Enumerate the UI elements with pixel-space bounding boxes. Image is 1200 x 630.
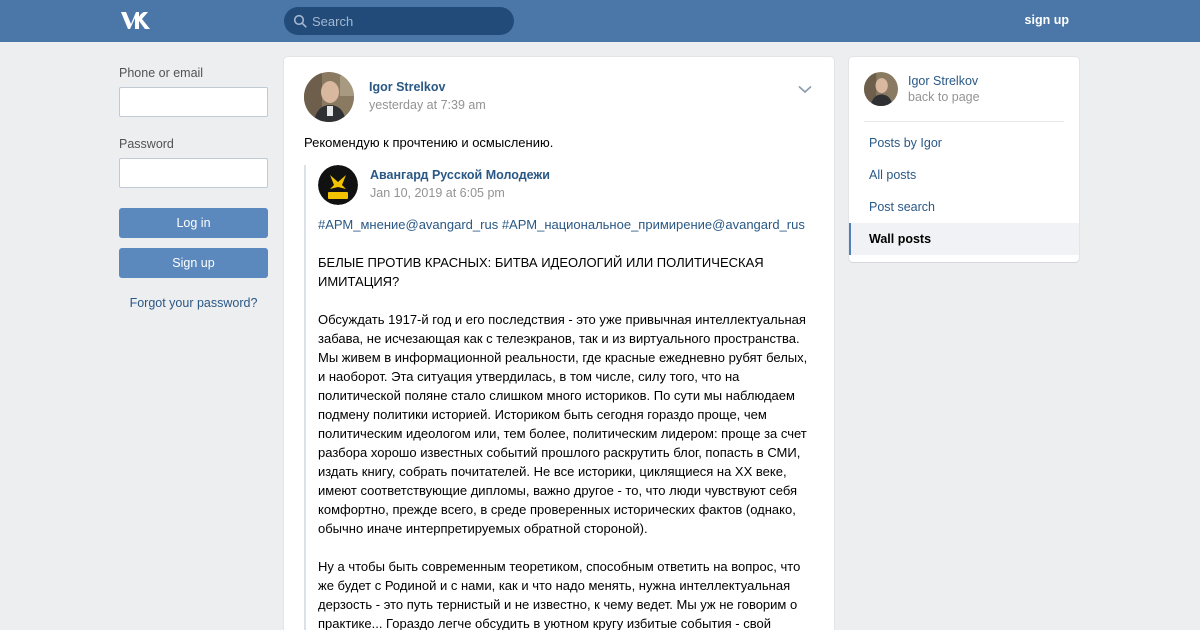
menu-item-all-posts[interactable]: All posts bbox=[869, 168, 917, 182]
top-bar bbox=[0, 0, 1200, 42]
author-avatar[interactable] bbox=[304, 72, 354, 122]
sidebar-name[interactable]: Igor Strelkov bbox=[908, 74, 979, 88]
hashtag-link[interactable]: #АРМ_мнение@avangard_rus bbox=[318, 217, 499, 232]
sidebar-avatar[interactable] bbox=[864, 72, 898, 106]
repost-paragraph: Обсуждать 1917-й год и его последствия - это уже привычная интеллектуальная забава, не исчезающая как с телеэкранов, так и из виртуального пространства. Мы живем в информационной реальности, где красные ежедневно рубят белых, и наоборот. Эта ситуация утвердилась, в том числе, силу того, что на политической поляне стало слишком много историков. По сути мы наблюдаем подмену политики историей. Историком быть сегодня гораздо проще, чем политическим идеологом или, тем более, политическим лидером: проще за счет разбора хорошо известных событий прошлого раскрутить блог, попасть в СМИ, издать книгу, собрать почитателей. Не все историки, циклящиеся на XX веке, имеют соответствующие дипломы, важно другое - то, что люди чувствуют себя комфортно, прежде всего, в среде проверенных исторических фактов (однако, обычно иначе интерпретируемых обратной стороной). bbox=[318, 312, 808, 536]
sidebar-menu bbox=[849, 127, 1079, 255]
menu-item-posts-by[interactable]: Posts by Igor bbox=[869, 136, 942, 150]
password-input[interactable] bbox=[119, 158, 268, 188]
group-logo bbox=[318, 165, 358, 205]
hashtag-link[interactable]: #АРМ_национальное_примирение@avangard_rus bbox=[501, 217, 805, 232]
phone-input[interactable] bbox=[119, 87, 268, 117]
menu-item-post-search[interactable]: Post search bbox=[869, 200, 936, 214]
phone-label: Phone or email bbox=[119, 66, 204, 80]
post-date[interactable]: yesterday at 7:39 am bbox=[369, 98, 486, 112]
login-button[interactable]: Log in bbox=[119, 208, 268, 238]
chevron-down-icon[interactable] bbox=[798, 85, 812, 94]
author-name[interactable]: Igor Strelkov bbox=[369, 80, 446, 94]
login-panel bbox=[119, 66, 268, 310]
back-to-page-link[interactable]: back to page bbox=[908, 90, 980, 104]
repost-headline: БЕЛЫЕ ПРОТИВ КРАСНЫХ: БИТВА ИДЕОЛОГИЙ ИЛИ ПОЛИТИЧЕСКАЯ ИМИТАЦИЯ? bbox=[318, 255, 764, 289]
repost-body bbox=[318, 215, 818, 630]
repost-block bbox=[304, 165, 814, 630]
group-name[interactable]: Авангард Русской Молодежи bbox=[370, 168, 550, 182]
group-avatar[interactable] bbox=[318, 165, 358, 205]
header-signup-link[interactable]: sign up bbox=[1024, 13, 1069, 27]
author-photo bbox=[304, 72, 354, 122]
divider bbox=[864, 121, 1064, 122]
vk-logo[interactable] bbox=[119, 10, 153, 31]
sidebar-photo bbox=[864, 72, 898, 106]
password-label: Password bbox=[119, 137, 174, 151]
wall-post bbox=[284, 57, 834, 630]
search-icon bbox=[293, 14, 307, 28]
menu-item-wall-posts[interactable]: Wall posts bbox=[849, 223, 1079, 255]
forgot-password-link[interactable]: Forgot your password? bbox=[129, 296, 258, 310]
wall-sidebar bbox=[849, 57, 1079, 262]
repost-paragraph: Ну а чтобы быть современным теоретиком, способным ответить на вопрос, что же будет с Родиной и с нами, как и что надо менять, нужна интеллектуальная дерзость - это путь тернистый и не известно, к чему ведет. Мы уж не говорим о практике... Гораздо легче обсудить в уютном кругу избитые события - свой bbox=[318, 559, 801, 630]
search-input[interactable] bbox=[312, 7, 507, 35]
search-box[interactable] bbox=[284, 7, 514, 35]
group-post-date[interactable]: Jan 10, 2019 at 6:05 pm bbox=[370, 186, 505, 200]
signup-button[interactable]: Sign up bbox=[119, 248, 268, 278]
hashtags bbox=[318, 215, 818, 234]
post-text: Рекомендую к прочтению и осмыслению. bbox=[304, 135, 554, 150]
